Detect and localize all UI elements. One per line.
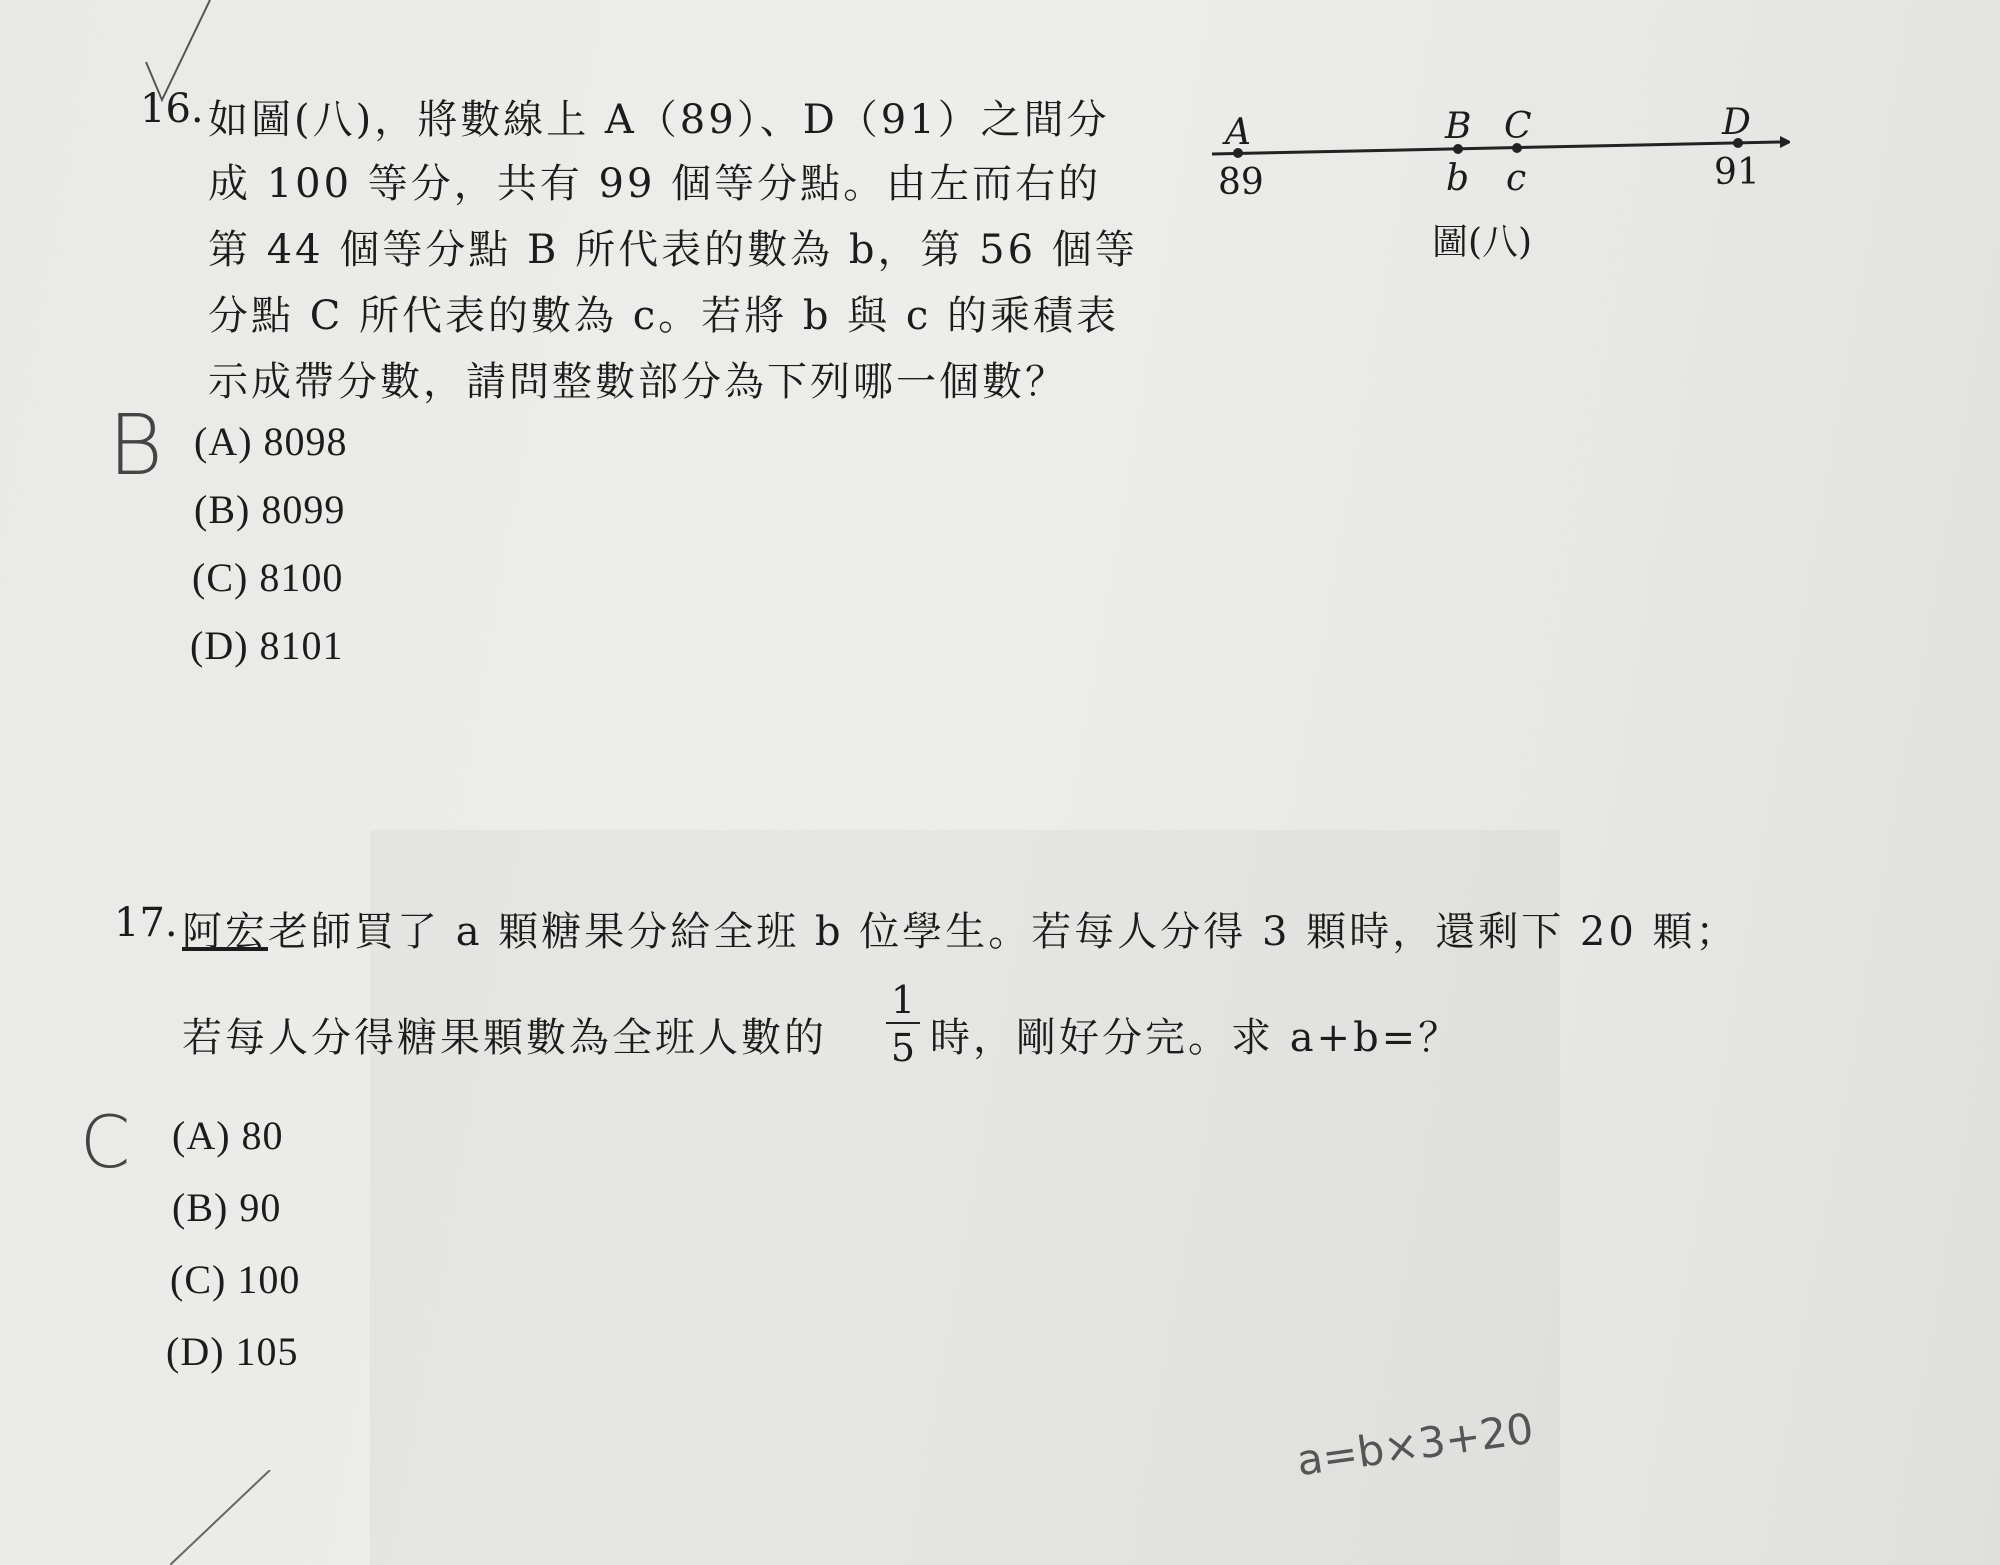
handwritten-note: a=b×3+20 [1293,1403,1537,1486]
choice-a: (A) 8098 [194,419,348,464]
fraction-numerator: 1 [886,978,920,1024]
choice-c: (C) 8100 [192,555,344,600]
figure-caption: 圖(八) [1432,222,1533,263]
handwritten-answer: B [108,396,164,494]
choice-b: (B) 90 [172,1185,282,1230]
point-label-c: C [1504,106,1532,147]
question-number: 16. [140,86,204,132]
choice-d: (D) 8101 [190,623,344,668]
question-text-line [182,900,1739,957]
pen-check-mark [130,0,220,110]
point-label-b: B [1445,106,1472,147]
underlined-name: 阿宏 [182,909,268,955]
question-number: 17. [114,900,178,946]
question-text-line: 時，剛好分完。求 a+b=？ [930,1015,1462,1061]
question-text-line: 如圖(八)，將數線上 A（89）、D（91）之間分 [208,97,1110,143]
value-label-c: c [1506,158,1527,199]
choice-c: (C) 100 [170,1257,301,1302]
question-text-line: 第 44 個等分點 B 所代表的數為 b，第 56 個等 [208,227,1138,273]
choice-a: (A) 80 [172,1113,284,1158]
value-label-91: 91 [1714,152,1760,193]
question-text-line: 成 100 等分，共有 99 個等分點。由左而右的 [208,161,1102,207]
question-text: 老師買了 a 顆糖果分給全班 b 位學生。若每人分得 3 顆時，還剩下 20 顆； [268,909,1739,955]
point-label-d: D [1722,102,1751,143]
number-line [1200,120,1790,180]
value-label-89: 89 [1218,162,1264,203]
question-text-line: 若每人分得糖果顆數為全班人數的 [182,1015,827,1061]
choice-d: (D) 105 [166,1329,299,1374]
fraction-one-fifth [886,978,920,1072]
point-label-a: A [1225,112,1251,153]
question-text-line: 示成帶分數，請問整數部分為下列哪一個數？ [208,359,1068,405]
fraction-denominator: 5 [890,1026,916,1070]
question-text-line: 分點 C 所代表的數為 c。若將 b 與 c 的乘積表 [208,293,1120,339]
choice-b: (B) 8099 [194,487,346,532]
handwritten-answer: C [80,1100,131,1184]
pen-stroke [170,1470,280,1565]
value-label-b: b [1446,158,1470,199]
